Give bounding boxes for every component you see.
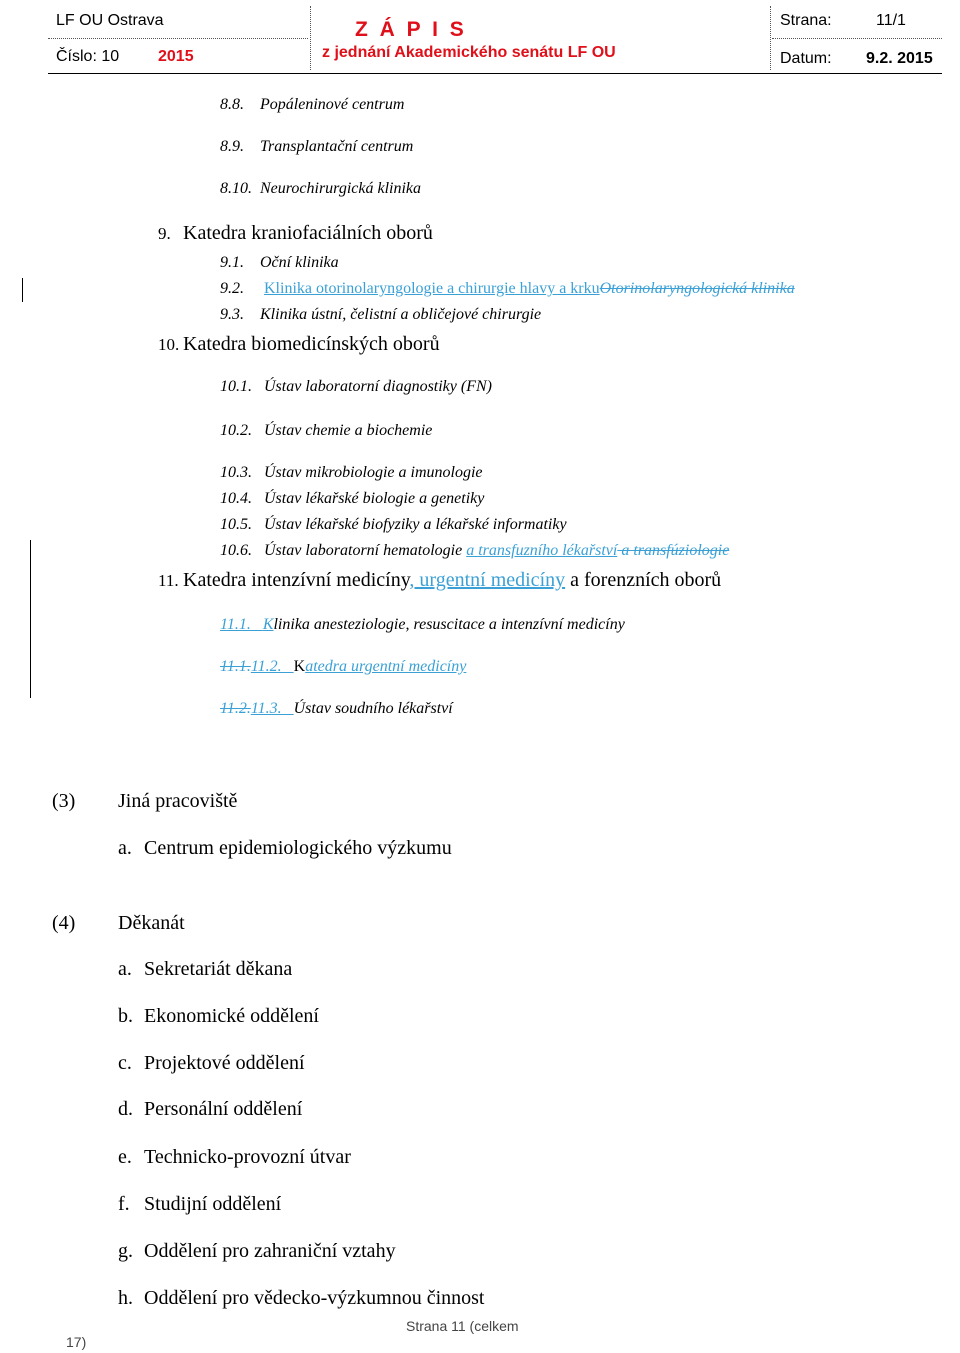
list-item: b. Ekonomické oddělení <box>118 1005 319 1027</box>
list-item: a. Centrum epidemiologického výzkumu <box>118 837 452 859</box>
change-bar <box>30 540 31 698</box>
header-divider <box>772 38 942 39</box>
section-number: (4) <box>52 912 76 934</box>
section-number: (3) <box>52 790 76 812</box>
list-item: 10.1. Ústav laboratorní diagnostiky (FN) <box>220 378 492 395</box>
header-title: Z Á P I S <box>355 18 467 41</box>
list-item: 9.3. Klinika ústní, čelistní a obličejové chirurgie <box>220 306 542 323</box>
section-title: Děkanát <box>118 912 185 934</box>
list-item: h. Oddělení pro vědecko-výzkumnou činnost <box>118 1287 485 1309</box>
header-date-label: Datum: <box>780 50 832 67</box>
list-item: 11.2.11.3. Ústav soudního lékařství <box>220 700 453 717</box>
header-divider <box>770 6 771 70</box>
list-item: 8.10. Neurochirurgická klinika <box>220 180 421 197</box>
list-item: c. Projektové oddělení <box>118 1052 305 1074</box>
list-item: 10.2. Ústav chemie a biochemie <box>220 422 433 439</box>
list-item: 9.1. Oční klinika <box>220 254 339 271</box>
section-title: Jiná pracoviště <box>118 790 238 812</box>
list-item: 10.6. Ústav laboratorní hematologie a transfuzního lékařství a transfúziologie <box>220 542 730 559</box>
header-subtitle: z jednání Akademického senátu LF OU <box>322 44 616 61</box>
header-divider <box>310 6 311 70</box>
list-item: e. Technicko-provozní útvar <box>118 1146 351 1168</box>
section-heading: 10. Katedra biomedicínských oborů <box>158 333 440 355</box>
list-item: 9.2. Klinika otorinolaryngologie a chirurgie hlavy a krkuOtorinolaryngologická klinika <box>220 280 795 297</box>
section-heading: 9. Katedra kraniofaciálních oborů <box>158 222 433 244</box>
header-divider <box>48 38 308 39</box>
list-item: 10.3. Ústav mikrobiologie a imunologie <box>220 464 483 481</box>
header-number-label: Číslo: 10 <box>56 48 120 65</box>
list-item: g. Oddělení pro zahraniční vztahy <box>118 1240 396 1262</box>
list-item: a. Sekretariát děkana <box>118 958 293 980</box>
list-item: 8.9. Transplantační centrum <box>220 138 414 155</box>
header-year: 2015 <box>158 48 194 65</box>
header-rule <box>48 73 942 74</box>
header-date-value: 9.2. 2015 <box>866 50 933 67</box>
page-footer: Strana 11 (celkem <box>406 1318 519 1334</box>
list-item: d. Personální oddělení <box>118 1098 303 1120</box>
list-item: 10.5. Ústav lékařské biofyziky a lékařské informatiky <box>220 516 567 533</box>
list-item: 8.8. Popáleninové centrum <box>220 96 405 113</box>
section-heading: 11. Katedra intenzívní medicíny, urgentní medicíny a forenzních oborů <box>158 569 722 591</box>
change-bar <box>22 278 23 302</box>
list-item: 10.4. Ústav lékařské biologie a genetiky <box>220 490 485 507</box>
page-footer-note: 17) <box>66 1334 87 1350</box>
list-item: f. Studijní oddělení <box>118 1193 282 1215</box>
header-page-label: Strana: <box>780 12 832 29</box>
list-item: 11.1.11.2. Katedra urgentní medicíny <box>220 658 467 675</box>
header-page-value: 11/1 <box>876 12 906 29</box>
header-org: LF OU Ostrava <box>56 12 164 29</box>
list-item: 11.1. Klinika anesteziologie, resuscitace a intenzívní medicíny <box>220 616 625 633</box>
